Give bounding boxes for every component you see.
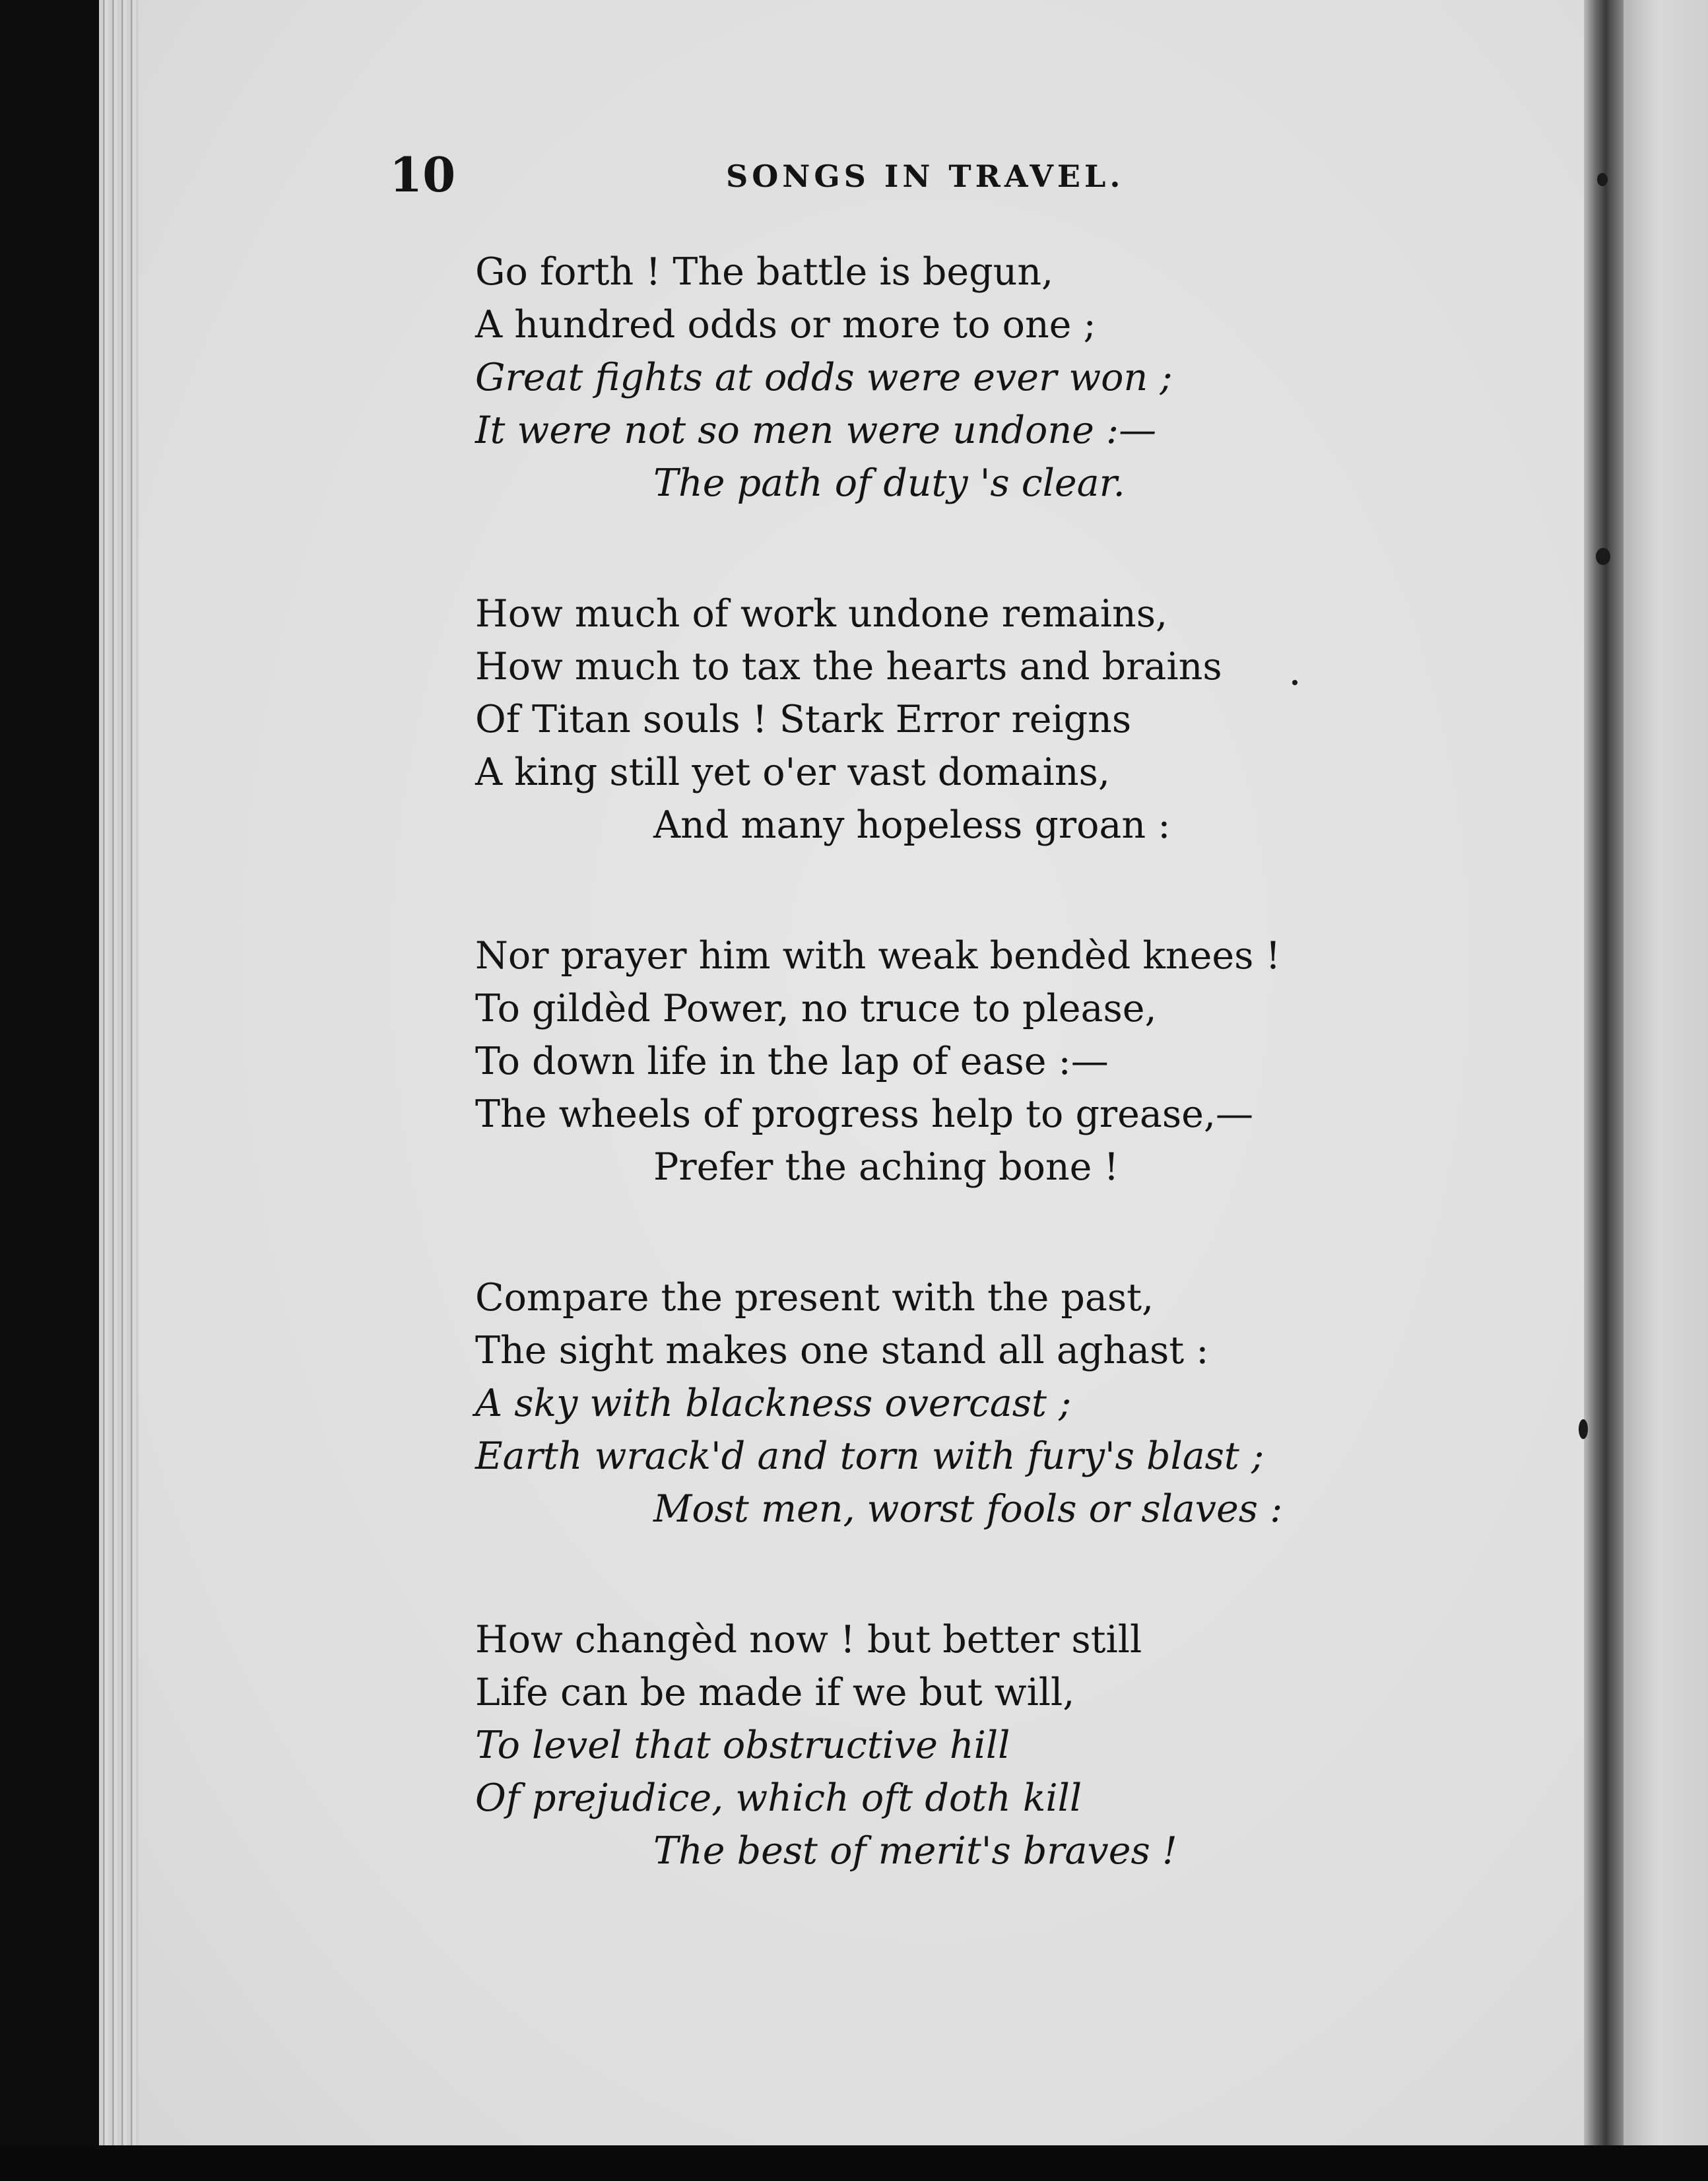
poem-line: A hundred odds or more to one ; xyxy=(475,303,1096,347)
poem-line: Of Titan souls ! Stark Error reigns xyxy=(475,698,1132,741)
poem-line: Compare the present with the past, xyxy=(475,1276,1154,1320)
poem-line: Life can be made if we but will, xyxy=(475,1671,1075,1714)
scan-speck xyxy=(1596,548,1610,565)
page-header xyxy=(389,149,1129,201)
poem-line: To level that obstructive hill xyxy=(475,1724,1010,1767)
facing-page-edge xyxy=(1624,0,1708,2181)
stanza xyxy=(475,246,1366,510)
poem-body xyxy=(475,246,1366,1877)
poem-line-refrain: The path of duty 's clear. xyxy=(653,461,1125,505)
poem-line: How much to tax the hearts and brains xyxy=(475,645,1222,688)
poem-line: How changèd now ! but better still xyxy=(475,1618,1142,1661)
scan-border xyxy=(0,2145,1708,2181)
poem-line-refrain: Most men, worst fools or slaves : xyxy=(653,1487,1283,1531)
poem-line: Great fights at odds were ever won ; xyxy=(475,356,1173,399)
poem-line: Earth wrack'd and torn with fury's blast ; xyxy=(475,1434,1265,1478)
book-gutter xyxy=(1584,0,1624,2181)
poem-line: The wheels of progress help to grease,— xyxy=(475,1092,1253,1136)
poem-line: To down life in the lap of ease :— xyxy=(475,1040,1109,1083)
poem-line: The sight makes one stand all aghast : xyxy=(475,1329,1209,1372)
scan-speck xyxy=(1579,1419,1588,1439)
page-edge-stack xyxy=(99,0,139,2145)
stanza xyxy=(475,1271,1366,1535)
poem-line: A king still yet o'er vast domains, xyxy=(475,751,1110,794)
poem-line-refrain: The best of merit's braves ! xyxy=(653,1829,1177,1873)
poem-line: How much of work undone remains, xyxy=(475,592,1168,636)
poem-line: A sky with blackness overcast ; xyxy=(475,1382,1072,1425)
poem-line-refrain: And many hopeless groan : xyxy=(653,803,1171,847)
poem-line: Nor prayer him with weak bendèd knees ! xyxy=(475,934,1281,978)
stanza xyxy=(475,929,1366,1193)
scan-speck xyxy=(1597,173,1608,186)
poem-line: Go forth ! The battle is begun, xyxy=(475,250,1054,294)
stanza xyxy=(475,1613,1366,1877)
poem-line: Of prejudice, which oft doth kill xyxy=(475,1776,1082,1820)
stanza xyxy=(475,587,1366,852)
poem-line: To gildèd Power, no truce to please, xyxy=(475,987,1157,1030)
poem-line: It were not so men were undone :— xyxy=(475,409,1157,452)
running-title: SONGS IN TRAVEL. xyxy=(726,158,1125,194)
page-number: 10 xyxy=(389,147,456,203)
poem-line-refrain: Prefer the aching bone ! xyxy=(653,1145,1119,1189)
